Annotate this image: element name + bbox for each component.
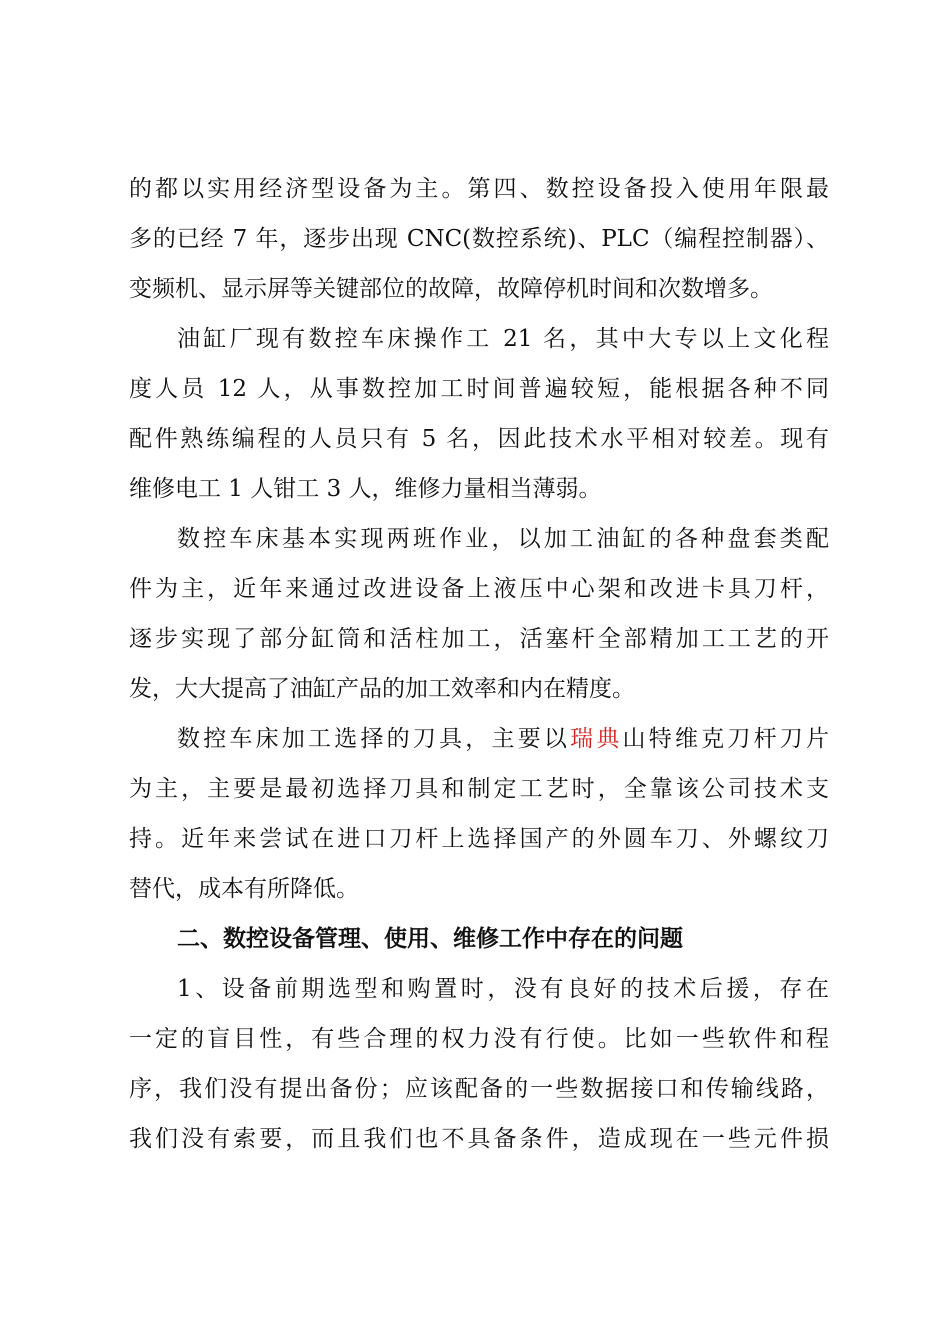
text-line: 一定的盲目性，有些合理的权力没有行使。比如一些软件和程 [129, 1026, 829, 1052]
text-line: 逐步实现了部分缸筒和活柱加工，活塞杆全部精加工工艺的开 [129, 626, 829, 652]
text-line: 配件熟练编程的人员只有 5 名，因此技术水平相对较差。现有 [129, 426, 829, 452]
text-line: 维修电工 1 人钳工 3 人，维修力量相当薄弱。 [129, 476, 602, 502]
text-segment: 山特维克刀杆刀片 [622, 726, 830, 752]
text-line: 1、设备前期选型和购置时，没有良好的技术后援，存在 [177, 976, 829, 1002]
text-line: 多的已经 7 年，逐步出现 CNC(数控系统)、PLC（编程控制器）、 [129, 226, 829, 252]
text-line: 替代，成本有所降低。 [129, 876, 359, 902]
text-line: 度人员 12 人，从事数控加工时间普遍较短，能根据各种不同 [129, 376, 829, 402]
text-line: 为主，主要是最初选择刀具和制定工艺时，全靠该公司技术支 [129, 776, 829, 802]
text-line: 持。近年来尝试在进口刀杆上选择国产的外圆车刀、外螺纹刀 [129, 826, 829, 852]
text-line-with-highlight [177, 724, 829, 754]
text-line: 油缸厂现有数控车床操作工 21 名，其中大专以上文化程 [177, 326, 829, 352]
text-line: 我们没有索要，而且我们也不具备条件，造成现在一些元件损 [129, 1126, 829, 1152]
text-line: 发，大大提高了油缸产品的加工效率和内在精度。 [129, 676, 635, 702]
text-line: 数控车床基本实现两班作业，以加工油缸的各种盘套类配 [177, 526, 829, 552]
text-line: 的都以实用经济型设备为主。第四、数控设备投入使用年限最 [129, 176, 829, 202]
text-line: 序，我们没有提出备份；应该配备的一些数据接口和传输线路， [129, 1076, 829, 1102]
text-line: 变频机、显示屏等关键部位的故障，故障停机时间和次数增多。 [129, 276, 773, 302]
highlighted-text: 瑞典 [570, 726, 623, 752]
text-segment: 数控车床加工选择的刀具，主要以 [177, 726, 571, 752]
text-line: 件为主，近年来通过改进设备上液压中心架和改进卡具刀杆， [129, 576, 829, 602]
section-heading: 二、数控设备管理、使用、维修工作中存在的问题 [177, 925, 683, 952]
